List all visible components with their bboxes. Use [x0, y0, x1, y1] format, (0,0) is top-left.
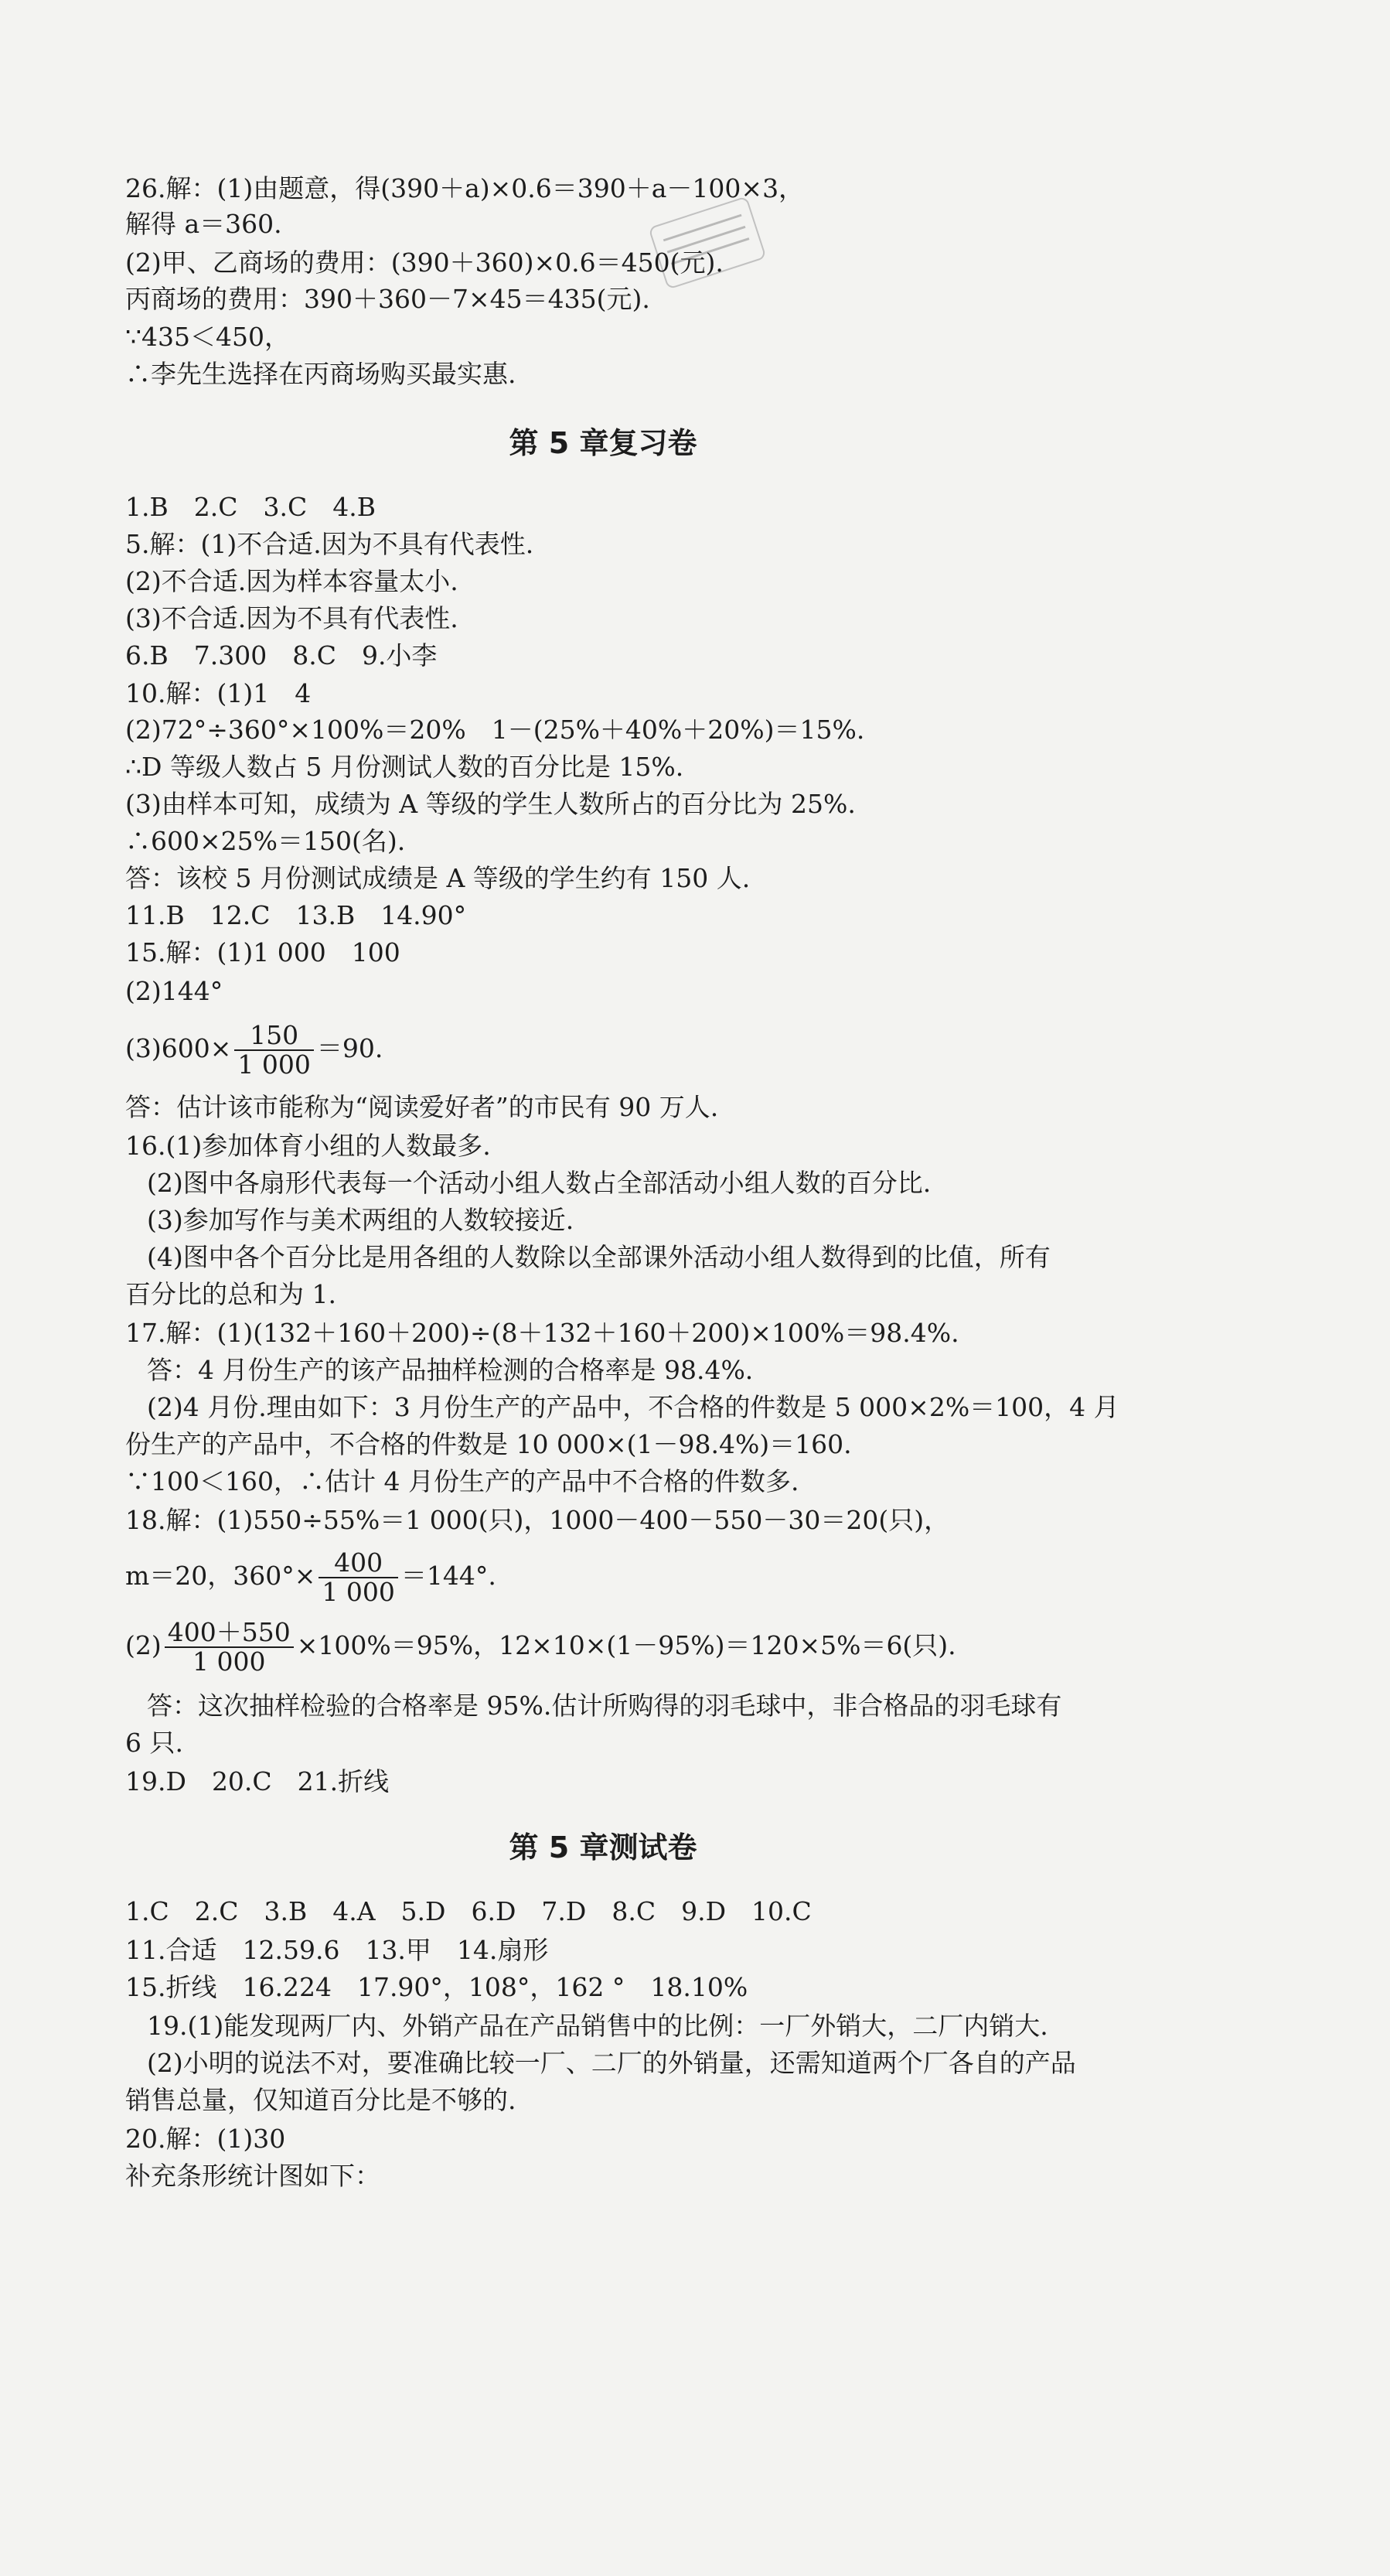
- text-line: 百分比的总和为 1.: [125, 1279, 336, 1309]
- text-line: 20.解：(1)30: [125, 2124, 286, 2154]
- text-line: ∴600×25%＝150(名).: [125, 826, 406, 856]
- text-line: (3)由样本可知，成绩为 A 等级的学生人数所占的百分比为 25%.: [125, 789, 856, 819]
- fraction-denominator: 1 000: [237, 1049, 311, 1080]
- text-segment: (2): [125, 1630, 162, 1660]
- fraction-denominator: 1 000: [192, 1646, 266, 1677]
- text-line: (2)不合适.因为样本容量太小.: [125, 566, 458, 596]
- text-line: 15.折线 16.224 17.90°，108°，162 ° 18.10%: [125, 1972, 748, 2002]
- text-line: 销售总量，仅知道百分比是不够的.: [125, 2085, 516, 2115]
- text-line: 6.B 7.300 8.C 9.小李: [125, 640, 438, 670]
- text-segment: ＝144°.: [400, 1561, 496, 1591]
- text-line: 16.(1)参加体育小组的人数最多.: [125, 1131, 491, 1161]
- text-line: 答：这次抽样检验的合格率是 95%.估计所购得的羽毛球中，非合格品的羽毛球有: [147, 1691, 1062, 1721]
- fraction: [165, 1619, 294, 1676]
- text-line: 补充条形统计图如下：: [125, 2161, 380, 2191]
- text-segment: (3)600×: [125, 1033, 232, 1063]
- text-line: (2)144°: [125, 976, 223, 1006]
- section-heading: 第 5 章测试卷: [509, 1830, 697, 1865]
- text-line: (2)小明的说法不对，要准确比较一厂、二厂的外销量，还需知道两个厂各自的产品: [147, 2048, 1076, 2078]
- text-line: 17.解：(1)(132＋160＋200)÷(8＋132＋160＋200)×100%＝98.4%.: [125, 1318, 959, 1348]
- text-line: 11.合适 12.59.6 13.甲 14.扇形: [125, 1935, 549, 1965]
- text-line: ∴D 等级人数占 5 月份测试人数的百分比是 15%.: [125, 752, 684, 782]
- fraction-numerator: 150: [234, 1022, 313, 1051]
- fraction: [319, 1549, 397, 1606]
- fraction-line: [125, 1616, 1092, 1676]
- text-line: 丙商场的费用：390＋360－7×45＝435(元).: [125, 284, 650, 314]
- text-line: 19.D 20.C 21.折线: [125, 1766, 390, 1796]
- text-line: (3)不合适.因为不具有代表性.: [125, 603, 458, 633]
- text-line: 解得 a＝360.: [125, 209, 282, 239]
- text-line: 19.(1)能发现两厂内、外销产品在产品销售中的比例：一厂外销大，二厂内销大.: [147, 2011, 1048, 2041]
- text-line: 份生产的产品中，不合格的件数是 10 000×(1－98.4%)＝160.: [125, 1429, 852, 1459]
- text-line: 答：该校 5 月份测试成绩是 A 等级的学生约有 150 人.: [125, 863, 751, 893]
- text-line: ∵100＜160，∴估计 4 月份生产的产品中不合格的件数多.: [125, 1466, 799, 1496]
- text-line: (3)参加写作与美术两组的人数较接近.: [147, 1205, 574, 1235]
- text-line: 18.解：(1)550÷55%＝1 000(只)，1000－400－550－30＝20(只)，: [125, 1505, 950, 1535]
- fraction-numerator: 400: [319, 1549, 397, 1578]
- text-line: 答：4 月份生产的该产品抽样检测的合格率是 98.4%.: [147, 1355, 754, 1385]
- text-line: 26.解：(1)由题意，得(390＋a)×0.6＝390＋a－100×3，: [125, 173, 805, 203]
- text-line: (2)72°÷360°×100%＝20% 1－(25%＋40%＋20%)＝15%.: [125, 715, 865, 745]
- fraction-numerator: 400＋550: [165, 1619, 294, 1648]
- fraction-line: [125, 1547, 1092, 1606]
- text-line: (2)图中各扇形代表每一个活动小组人数占全部活动小组人数的百分比.: [147, 1168, 932, 1198]
- text-line: 5.解：(1)不合适.因为不具有代表性.: [125, 529, 534, 559]
- text-line: (2)甲、乙商场的费用：(390＋360)×0.6＝450(元).: [125, 247, 724, 278]
- text-line: ∵435＜450，: [125, 322, 290, 352]
- fraction-line: [125, 1019, 1092, 1079]
- text-line: 11.B 12.C 13.B 14.90°: [125, 900, 467, 930]
- text-line: 答：估计该市能称为“阅读爱好者”的市民有 90 万人.: [125, 1092, 719, 1122]
- fraction-denominator: 1 000: [322, 1577, 395, 1607]
- text-line: 1.C 2.C 3.B 4.A 5.D 6.D 7.D 8.C 9.D 10.C: [125, 1896, 812, 1926]
- text-line: (4)图中各个百分比是用各组的人数除以全部课外活动小组人数得到的比值，所有: [147, 1242, 1051, 1272]
- text-line: 10.解：(1)1 4: [125, 678, 312, 708]
- text-line: 1.B 2.C 3.C 4.B: [125, 492, 376, 522]
- text-line: (2)4 月份.理由如下：3 月份生产的产品中，不合格的件数是 5 000×2%＝100，4 月: [147, 1392, 1119, 1422]
- section-heading: 第 5 章复习卷: [509, 426, 697, 460]
- text-line: 15.解：(1)1 000 100: [125, 937, 400, 967]
- text-line: ∴李先生选择在丙商场购买最实惠.: [125, 359, 516, 389]
- text-segment: m＝20，360°×: [125, 1561, 316, 1591]
- fraction: [234, 1022, 313, 1079]
- text-segment: ＝90.: [316, 1033, 383, 1063]
- text-line: 6 只.: [125, 1728, 183, 1758]
- text-segment: ×100%＝95%，12×10×(1－95%)＝120×5%＝6(只).: [296, 1630, 956, 1660]
